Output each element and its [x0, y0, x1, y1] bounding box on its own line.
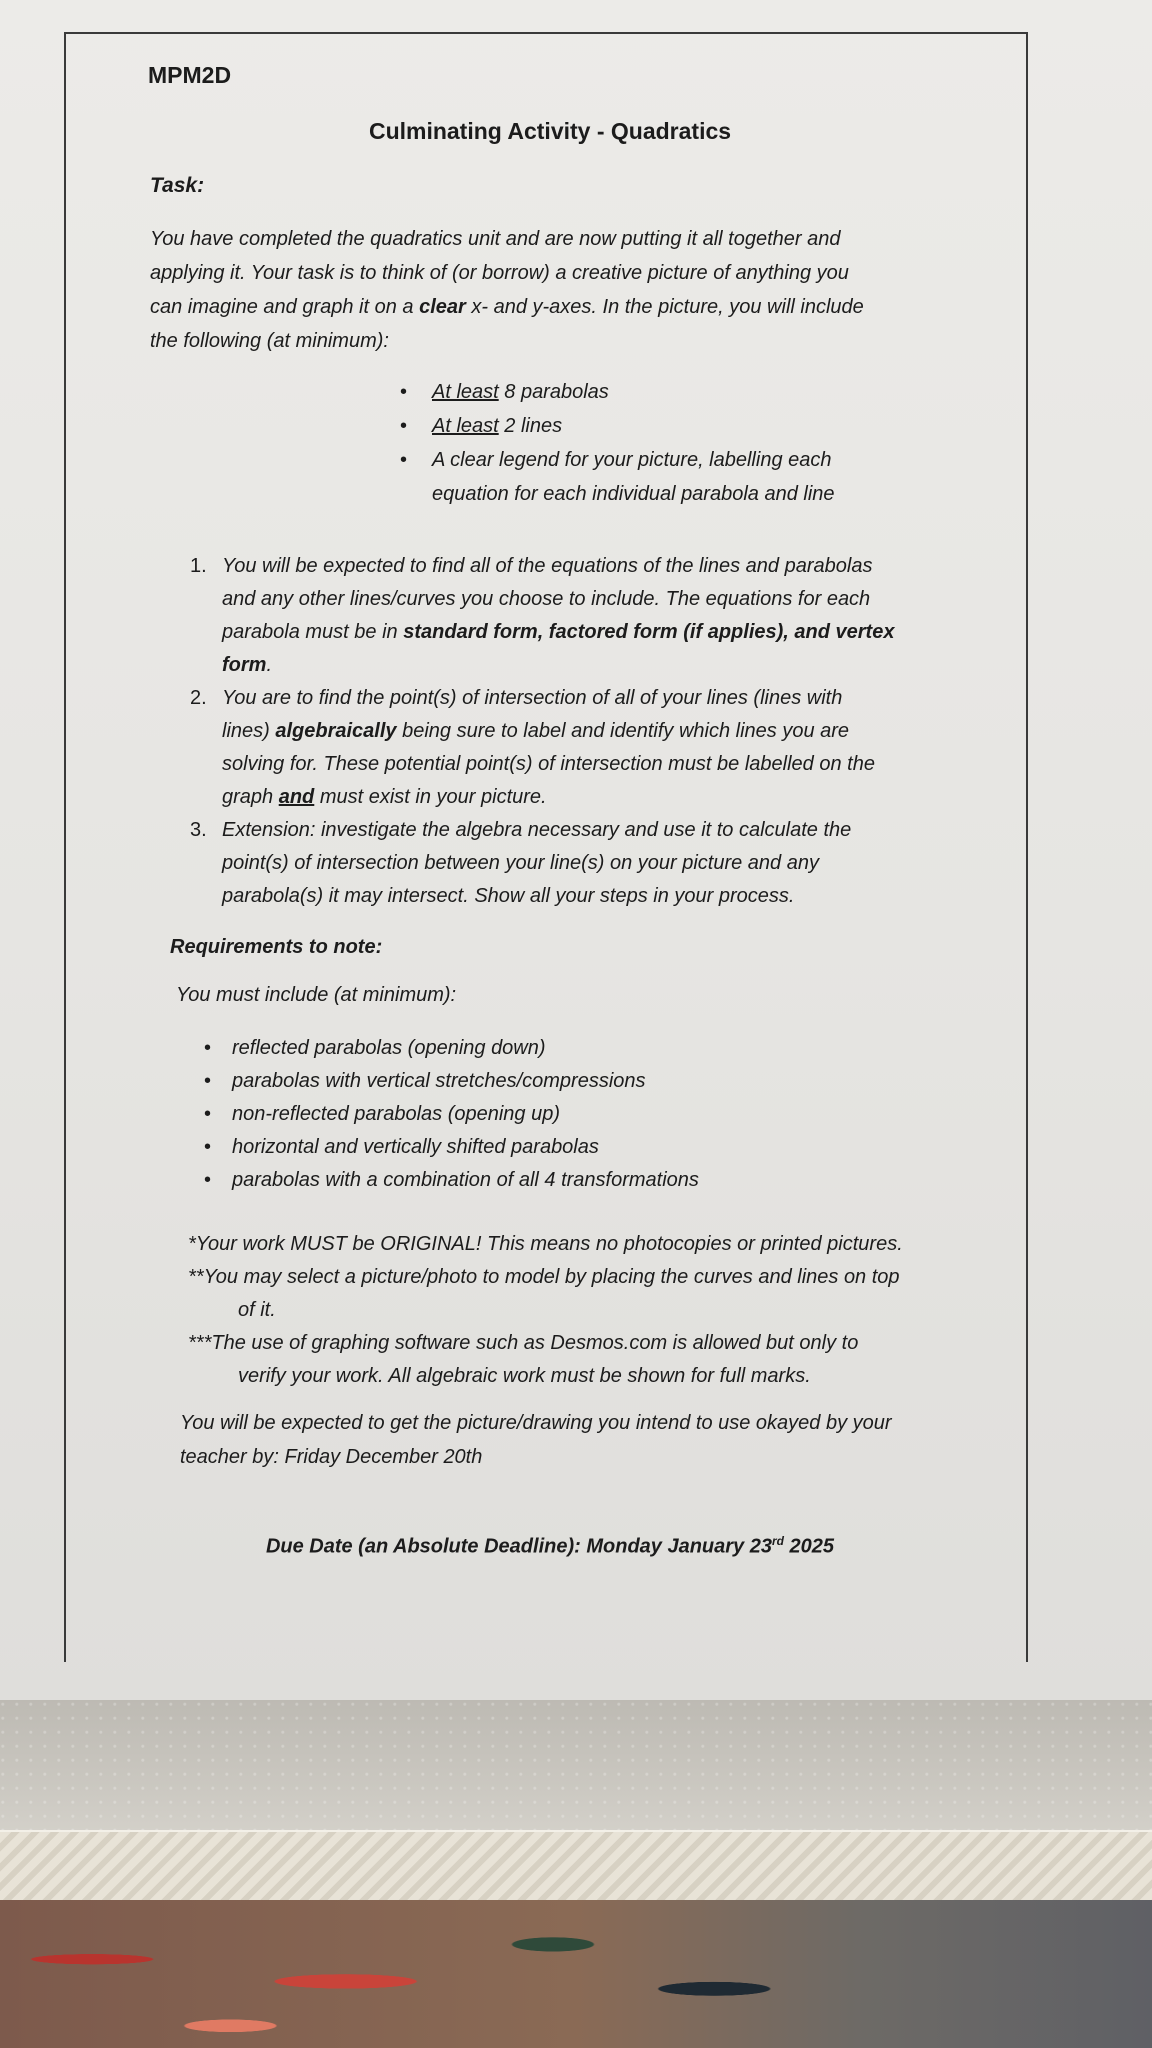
intro-line: applying it. Your task is to think of (or borrow) a creative picture of anything you — [150, 262, 849, 284]
step-number: 3. — [190, 819, 207, 841]
intro-line: You have completed the quadratics unit and are now putting it all together and — [150, 228, 841, 250]
list-item: • parabolas with vertical stretches/compressions — [204, 1065, 699, 1098]
minimum-items-list — [400, 375, 835, 511]
step-number: 1. — [190, 555, 207, 577]
intro-line: can imagine and graph it on a clear x- and y-axes. In the picture, you will include — [150, 296, 864, 318]
step-item: 3. Extension: investigate the algebra necessary and use it to calculate the point(s) of intersection between your line(s) on your picture and any parabola(s) it may intersect. Show all your steps in your process. — [190, 814, 894, 913]
approval-deadline: You will be expected to get the picture/drawing you intend to use okayed by your teacher by: Friday December 20th — [180, 1412, 892, 1468]
floral-fabric — [0, 1900, 1152, 2048]
step-item: 2. You are to find the point(s) of intersection of all of your lines (lines with lines) algebraically being sure to label and identify which lines you are solving for. These potential point(s) of intersection must be labelled on the graph and must exist in your picture. — [190, 682, 894, 814]
note-item: *Your work MUST be ORIGINAL! This means no photocopies or printed pictures. — [188, 1233, 903, 1255]
must-include-text: You must include (at minimum): — [176, 984, 457, 1006]
step-item: 1. You will be expected to find all of the equations of the lines and parabolas and any other lines/curves you choose to include. The equations for each parabola must be in standard form, factored form (if applies), and vertex form. — [190, 550, 894, 682]
due-date: Due Date (an Absolute Deadline): Monday January 23rd 2025 — [265, 1534, 835, 1558]
page-title: Culminating Activity - Quadratics — [368, 118, 732, 144]
fabric-edge — [0, 1830, 1152, 1902]
emphasis-clear: clear — [419, 296, 466, 318]
list-item: • non-reflected parabolas (opening up) — [204, 1098, 699, 1131]
note-item: ***The use of graphing software such as Desmos.com is allowed but only to verify your work. All algebraic work must be shown for full marks. — [188, 1332, 859, 1387]
requirements-heading: Requirements to note: — [170, 936, 383, 958]
requirements-list — [204, 1032, 699, 1197]
course-code: MPM2D — [148, 62, 232, 88]
list-item: • At least 2 lines — [400, 409, 835, 443]
intro-line: the following (at minimum): — [150, 330, 389, 352]
list-item: • At least 8 parabolas — [400, 375, 835, 409]
steps-list — [190, 550, 894, 913]
task-heading: Task: — [150, 174, 205, 197]
list-item: • A clear legend for your picture, labelling each equation for each individual parabola and line — [400, 443, 835, 511]
task-intro — [150, 222, 864, 358]
note-item: **You may select a picture/photo to model by placing the curves and lines on top of it. — [188, 1266, 900, 1321]
step-number: 2. — [190, 687, 207, 709]
list-item: • parabolas with a combination of all 4 transformations — [204, 1164, 699, 1197]
notes-list — [188, 1228, 903, 1393]
list-item: • reflected parabolas (opening down) — [204, 1032, 699, 1065]
table-surface — [0, 1700, 1152, 1830]
list-item: • horizontal and vertically shifted parabolas — [204, 1131, 699, 1164]
